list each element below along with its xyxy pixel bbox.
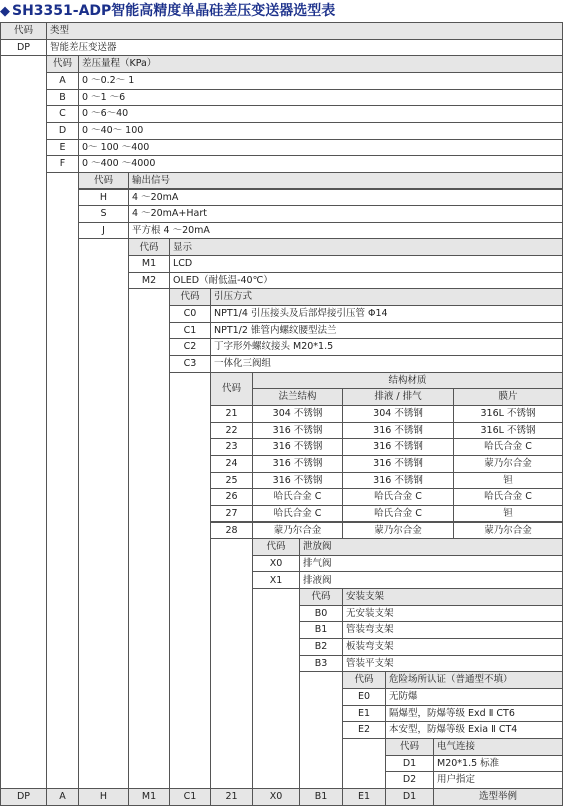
range-desc: 0 ～0.2～ 1 [78, 72, 563, 90]
code-header: 代码 [385, 738, 434, 756]
flange-header: 法兰结构 [252, 388, 343, 406]
output-code: S [78, 205, 129, 223]
code-header: 代码 [210, 372, 253, 406]
pressure-code: C3 [169, 355, 211, 373]
range-desc: 0 ～40～ 100 [78, 122, 563, 140]
code-header: 代码 [299, 588, 343, 606]
diaphragm-cell: 蒙乃尔合金 [453, 522, 563, 540]
pressure-desc: NPT1/4 引压接头及后部焊接引压管 Φ14 [210, 305, 563, 323]
spacer-column [46, 172, 79, 789]
material-code: 24 [210, 455, 253, 473]
range-code: F [46, 155, 79, 173]
bracket-header: 安装支架 [342, 588, 563, 606]
range-header: 差压量程（KPa） [78, 55, 563, 73]
vent-header: 排液 / 排气 [342, 388, 454, 406]
bracket-code: B3 [299, 655, 343, 673]
vent-cell: 316 不锈钢 [342, 422, 454, 440]
diaphragm-cell: 316L 不锈钢 [453, 422, 563, 440]
example-cell: B1 [299, 788, 343, 806]
material-header: 结构材质 [252, 372, 563, 390]
diaphragm-cell: 钽 [453, 505, 563, 523]
vent-cell: 哈氏合金 C [342, 488, 454, 506]
material-code: 23 [210, 438, 253, 456]
type-desc: 智能差压变送器 [46, 39, 563, 57]
example-cell: E1 [342, 788, 386, 806]
flange-cell: 304 不锈钢 [252, 405, 343, 423]
code-header: 代码 [78, 172, 129, 190]
flange-cell: 哈氏合金 C [252, 505, 343, 523]
example-cell: D1 [385, 788, 434, 806]
pressure-desc: 丁字形外螺纹接头 M20*1.5 [210, 338, 563, 356]
valve-desc: 排气阀 [299, 555, 563, 573]
valve-header: 泄放阀 [299, 538, 563, 556]
output-desc: 平方根 4 ～20mA [128, 222, 563, 240]
material-code: 26 [210, 488, 253, 506]
valve-code: X1 [252, 571, 300, 589]
pressure-code: C2 [169, 338, 211, 356]
diaphragm-cell: 蒙乃尔合金 [453, 455, 563, 473]
pressure-header: 引压方式 [210, 288, 563, 306]
range-code: C [46, 105, 79, 123]
pressure-desc: 一体化三阀组 [210, 355, 563, 373]
output-header: 输出信号 [128, 172, 563, 190]
flange-cell: 蒙乃尔合金 [252, 522, 343, 540]
example-cell: 21 [210, 788, 253, 806]
electric-code: D2 [385, 771, 434, 789]
electric-desc: M20*1.5 标准 [433, 755, 563, 773]
spacer-column [0, 55, 47, 789]
pressure-code: C1 [169, 322, 211, 340]
code-header: 代码 [252, 538, 300, 556]
material-code: 25 [210, 472, 253, 490]
vent-cell: 哈氏合金 C [342, 505, 454, 523]
code-header: 代码 [128, 238, 170, 256]
vent-cell: 316 不锈钢 [342, 455, 454, 473]
vent-cell: 316 不锈钢 [342, 438, 454, 456]
diaphragm-cell: 哈氏合金 C [453, 488, 563, 506]
vent-cell: 316 不锈钢 [342, 472, 454, 490]
range-code: A [46, 72, 79, 90]
code-header: 代码 [169, 288, 211, 306]
material-code: 27 [210, 505, 253, 523]
spacer-column [252, 588, 300, 789]
display-code: M2 [128, 272, 170, 290]
flange-cell: 316 不锈钢 [252, 455, 343, 473]
valve-desc: 排液阀 [299, 571, 563, 589]
spacer-column [342, 738, 386, 789]
vent-cell: 蒙乃尔合金 [342, 522, 454, 540]
bracket-desc: 板装弯支架 [342, 638, 563, 656]
title-text: 智能高精度单晶硅差压变送器选型表 [111, 3, 336, 19]
diaphragm-cell: 钽 [453, 472, 563, 490]
output-code: J [78, 222, 129, 240]
pressure-desc: NPT1/2 锥管内螺纹腰型法兰 [210, 322, 563, 340]
bracket-code: B2 [299, 638, 343, 656]
bracket-desc: 无安装支架 [342, 605, 563, 623]
diamond-bullet-icon: ◆ [0, 4, 10, 19]
flange-cell: 316 不锈钢 [252, 422, 343, 440]
diaphragm-cell: 316L 不锈钢 [453, 405, 563, 423]
range-desc: 0 ～400 ～4000 [78, 155, 563, 173]
range-desc: 0～ 100 ～400 [78, 139, 563, 157]
range-code: E [46, 139, 79, 157]
electric-desc: 用户指定 [433, 771, 563, 789]
example-cell: H [78, 788, 129, 806]
code-header: 代码 [342, 671, 386, 689]
range-code: B [46, 89, 79, 107]
hazard-desc: 本安型，防爆等级 Exia Ⅱ CT4 [385, 721, 563, 739]
display-code: M1 [128, 255, 170, 273]
type-code: DP [0, 39, 47, 57]
type-header: 类型 [46, 22, 563, 40]
bracket-desc: 管装平支架 [342, 655, 563, 673]
hazard-desc: 隔爆型，防爆等级 Exd Ⅱ CT6 [385, 705, 563, 723]
code-header: 代码 [0, 22, 47, 40]
pressure-code: C0 [169, 305, 211, 323]
output-desc: 4 ～20mA [128, 189, 563, 207]
example-cell: C1 [169, 788, 211, 806]
bracket-code: B0 [299, 605, 343, 623]
hazard-header: 危险场所认证（普通型不填） [385, 671, 563, 689]
display-header: 显示 [169, 238, 563, 256]
material-code: 22 [210, 422, 253, 440]
display-desc: OLED（耐低温-40℃） [169, 272, 563, 290]
example-cell: A [46, 788, 79, 806]
hazard-code: E1 [342, 705, 386, 723]
display-desc: LCD [169, 255, 563, 273]
material-code: 21 [210, 405, 253, 423]
example-cell: X0 [252, 788, 300, 806]
flange-cell: 哈氏合金 C [252, 488, 343, 506]
material-code: 28 [210, 522, 253, 540]
hazard-desc: 无防爆 [385, 688, 563, 706]
model-code: SH3351-ADP [12, 3, 112, 19]
diaphragm-cell: 哈氏合金 C [453, 438, 563, 456]
range-desc: 0 ～6～40 [78, 105, 563, 123]
spacer-column [169, 372, 211, 789]
flange-cell: 316 不锈钢 [252, 438, 343, 456]
electric-code: D1 [385, 755, 434, 773]
spacer-column [299, 671, 343, 789]
diaphragm-header: 膜片 [453, 388, 563, 406]
output-desc: 4 ～20mA+Hart [128, 205, 563, 223]
flange-cell: 316 不锈钢 [252, 472, 343, 490]
spacer-column [128, 288, 170, 789]
example-label: 选型举例 [433, 788, 563, 806]
valve-code: X0 [252, 555, 300, 573]
example-cell: M1 [128, 788, 170, 806]
vent-cell: 304 不锈钢 [342, 405, 454, 423]
bracket-code: B1 [299, 621, 343, 639]
output-code: H [78, 189, 129, 207]
hazard-code: E2 [342, 721, 386, 739]
spacer-column [78, 238, 129, 788]
code-header: 代码 [46, 55, 79, 73]
spacer-column [210, 538, 253, 789]
example-cell: DP [0, 788, 47, 806]
range-desc: 0 ～1 ～6 [78, 89, 563, 107]
bracket-desc: 管装弯支架 [342, 621, 563, 639]
range-code: D [46, 122, 79, 140]
hazard-code: E0 [342, 688, 386, 706]
electric-header: 电气连接 [433, 738, 563, 756]
